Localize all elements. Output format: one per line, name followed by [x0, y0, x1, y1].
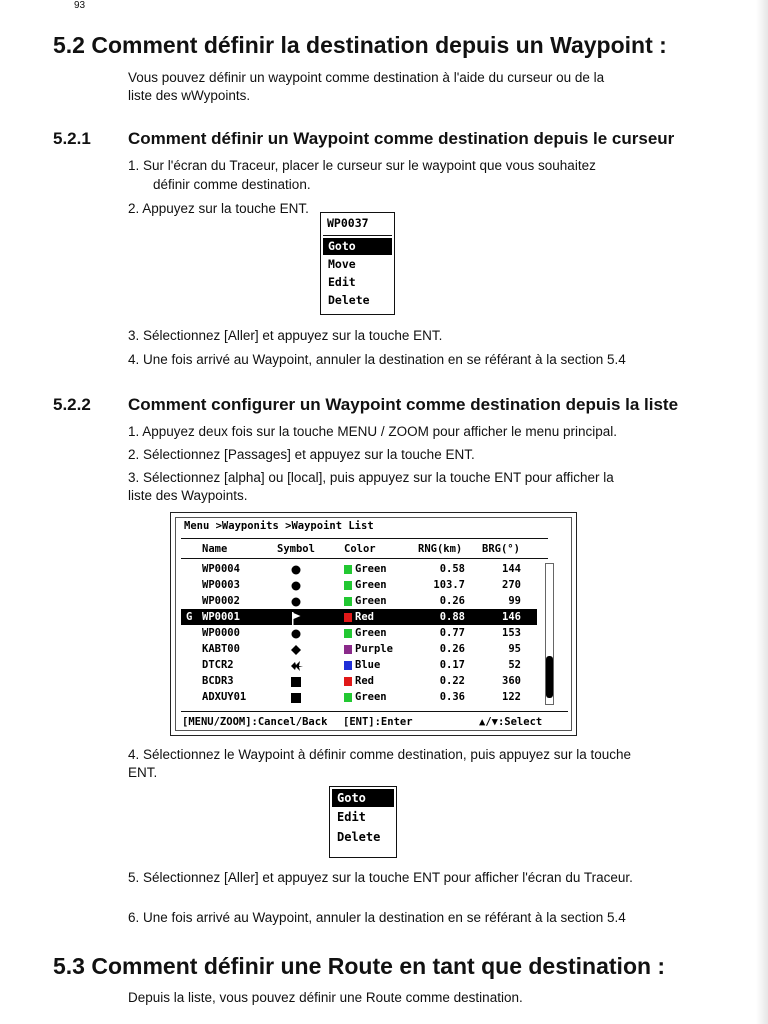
section-5-3-intro: Depuis la liste, vous pouvez définir une Route comme destination.: [128, 990, 523, 1005]
page-number: 93: [74, 0, 86, 11]
waypoint-bearing: 146: [502, 611, 521, 623]
waypoint-bearing: 270: [502, 579, 521, 591]
goto-context-menu: [329, 786, 397, 858]
step-3: 3. Sélectionnez [Aller] et appuyez sur la touche ENT.: [128, 328, 443, 343]
waypoint-range: 0.26: [439, 643, 465, 655]
waypoint-name: WP0004: [202, 563, 240, 575]
waypoint-range: 0.58: [439, 563, 465, 575]
waypoint-name: BCDR3: [202, 675, 234, 687]
step-1-line1: 1. Sur l'écran du Traceur, placer le curseur sur le waypoint que vous souhaitez: [128, 158, 596, 173]
waypoint-context-menu: [320, 212, 395, 315]
header-divider: [181, 538, 548, 539]
waypoint-range: 0.88: [439, 611, 465, 623]
waypoint-row[interactable]: [181, 641, 537, 657]
goto-marker: G: [186, 611, 193, 623]
menu-item-move[interactable]: Move: [328, 257, 356, 271]
list-step-6: 6. Une fois arrivé au Waypoint, annuler la destination en se référant à la section 5.4: [128, 910, 626, 925]
section-5-2-heading: 5.2 Comment définir la destination depuis un Waypoint :: [53, 32, 667, 58]
menu-item-delete[interactable]: Delete: [328, 293, 370, 307]
waypoint-range: 0.26: [439, 595, 465, 607]
waypoint-row[interactable]: [181, 577, 537, 593]
waypoint-color: Green: [355, 595, 387, 607]
column-header-rng: RNG(km): [418, 543, 463, 555]
column-header-brg: BRG(°): [482, 543, 520, 555]
waypoint-color: Green: [355, 691, 387, 703]
list-step-1: 1. Appuyez deux fois sur la touche MENU / ZOOM pour afficher le menu principal.: [128, 424, 617, 439]
waypoint-color: Green: [355, 579, 387, 591]
section-5-2-intro-line1: Vous pouvez définir un waypoint comme destination à l'aide du curseur ou de la: [128, 70, 605, 85]
waypoint-row[interactable]: [181, 673, 537, 689]
waypoint-list-screen: [170, 512, 577, 736]
scrollbar-thumb[interactable]: [546, 656, 553, 698]
color-swatch: [344, 613, 352, 622]
color-swatch: [344, 629, 352, 638]
waypoint-range: 0.17: [439, 659, 465, 671]
waypoint-color: Green: [355, 627, 387, 639]
color-swatch: [344, 661, 352, 670]
color-swatch: [344, 693, 352, 702]
column-header-symbol: Symbol: [277, 543, 315, 555]
waypoint-color: Red: [355, 611, 374, 623]
waypoint-bearing: 153: [502, 627, 521, 639]
footer-select-hint: ▲/▼:Select: [479, 716, 543, 728]
footer-enter-hint: [ENT]:Enter: [343, 716, 413, 728]
menu2-item-goto[interactable]: Goto: [332, 789, 394, 807]
menu2-item-edit[interactable]: Edit: [337, 810, 366, 824]
column-header-divider: [181, 558, 548, 559]
waypoint-range: 0.36: [439, 691, 465, 703]
waypoint-row[interactable]: [181, 593, 537, 609]
waypoint-bearing: 52: [508, 659, 521, 671]
waypoint-bearing: 360: [502, 675, 521, 687]
list-scrollbar[interactable]: [545, 563, 554, 705]
list-step-3-line1: 3. Sélectionnez [alpha] ou [local], puis appuyez sur la touche ENT pour afficher la: [128, 470, 614, 485]
waypoint-name: KABT00: [202, 643, 240, 655]
section-5-2-2-title: Comment configurer un Waypoint comme destination depuis la liste: [128, 395, 679, 414]
waypoint-row[interactable]: [181, 561, 537, 577]
step-1-line2: définir comme destination.: [153, 177, 311, 192]
list-step-2: 2. Sélectionnez [Passages] et appuyez sur la touche ENT.: [128, 447, 475, 462]
waypoint-name: DTCR2: [202, 659, 234, 671]
section-5-2-1-number: 5.2.1: [53, 129, 91, 148]
section-5-2-2-number: 5.2.2: [53, 395, 91, 414]
step-4: 4. Une fois arrivé au Waypoint, annuler la destination en se référant à la section 5.4: [128, 352, 626, 367]
waypoint-name: ADXUY01: [202, 691, 247, 703]
list-step-5: 5. Sélectionnez [Aller] et appuyez sur la touche ENT pour afficher l'écran du Traceur.: [128, 870, 633, 885]
waypoint-color: Blue: [355, 659, 381, 671]
color-swatch: [344, 581, 352, 590]
waypoint-row[interactable]: [181, 657, 537, 673]
square-symbol-icon: [291, 692, 301, 708]
waypoint-name: WP0001: [202, 611, 240, 623]
menu-item-goto[interactable]: Goto: [323, 238, 392, 255]
color-swatch: [344, 565, 352, 574]
waypoint-range: 0.77: [439, 627, 465, 639]
waypoint-bearing: 144: [502, 563, 521, 575]
waypoint-bearing: 99: [508, 595, 521, 607]
waypoint-range: 0.22: [439, 675, 465, 687]
section-5-2-1-title: Comment définir un Waypoint comme destination depuis le curseur: [128, 129, 675, 148]
waypoint-row[interactable]: [181, 625, 537, 641]
list-step-4-line1: 4. Sélectionnez le Waypoint à définir comme destination, puis appuyez sur la touche: [128, 747, 632, 762]
list-step-3-line2: liste des Waypoints.: [128, 488, 248, 503]
waypoint-bearing: 122: [502, 691, 521, 703]
waypoint-color: Purple: [355, 643, 393, 655]
page-edge-shadow: [756, 0, 768, 1024]
waypoint-name: WP0003: [202, 579, 240, 591]
footer-divider: [181, 711, 568, 712]
column-header-name: Name: [202, 543, 228, 555]
screen-breadcrumb: Menu >Wayponits >Waypoint List: [184, 520, 374, 532]
color-swatch: [344, 645, 352, 654]
waypoint-name: WP0002: [202, 595, 240, 607]
waypoint-name: WP0000: [202, 627, 240, 639]
section-5-3-heading: 5.3 Comment définir une Route en tant que destination :: [53, 953, 666, 979]
list-step-4-line2: ENT.: [128, 765, 158, 780]
footer-cancel-hint: [MENU/ZOOM]:Cancel/Back: [182, 716, 328, 728]
section-5-2-intro-line2: liste des wWypoints.: [128, 88, 251, 103]
waypoint-row[interactable]: [181, 689, 537, 705]
color-swatch: [344, 597, 352, 606]
waypoint-row[interactable]: [181, 609, 537, 625]
menu-item-edit[interactable]: Edit: [328, 275, 356, 289]
color-swatch: [344, 677, 352, 686]
menu-divider: [323, 235, 392, 236]
step-2: 2. Appuyez sur la touche ENT.: [128, 201, 309, 216]
menu-title: WP0037: [327, 216, 369, 230]
waypoint-bearing: 95: [508, 643, 521, 655]
menu2-item-delete[interactable]: Delete: [337, 830, 381, 844]
waypoint-color: Red: [355, 675, 374, 687]
waypoint-range: 103.7: [433, 579, 465, 591]
waypoint-color: Green: [355, 563, 387, 575]
column-header-color: Color: [344, 543, 376, 555]
